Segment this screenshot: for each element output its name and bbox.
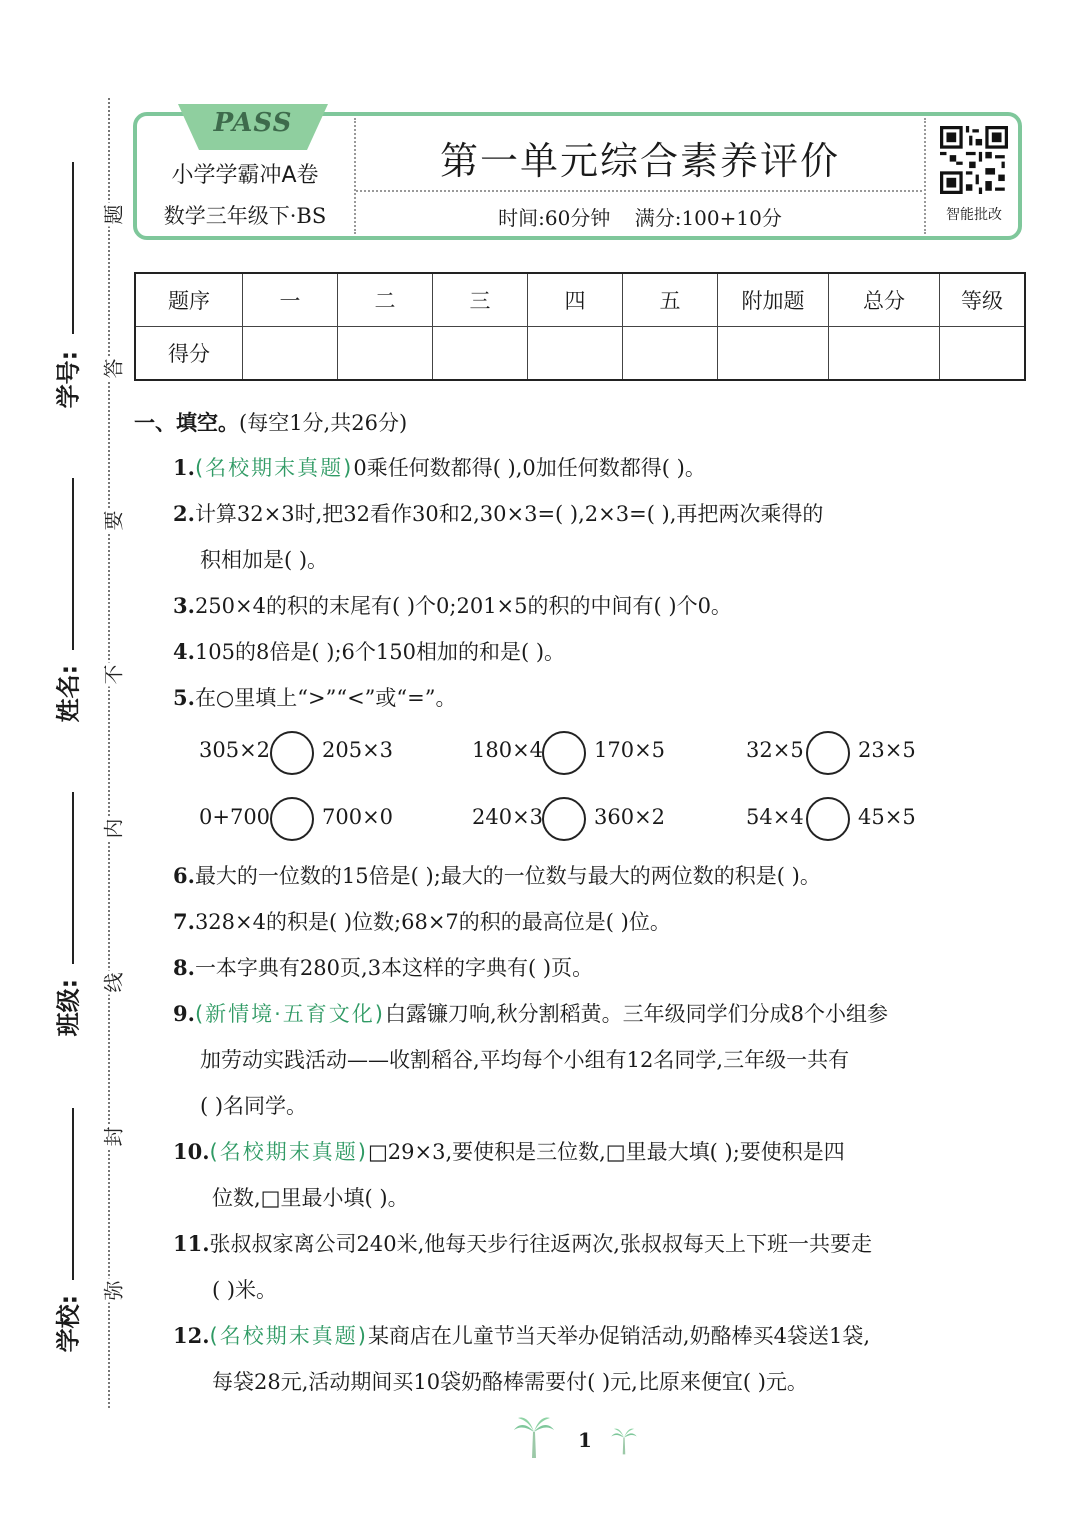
compare-left: 54×4 [746, 805, 804, 829]
question-tag: (名校期末真题) [209, 1324, 368, 1348]
table-cell: 二 [338, 273, 433, 327]
compare-right: 45×5 [858, 805, 916, 829]
question-2 [173, 498, 823, 528]
question-12-line-2: 每袋28元,活动期间买10袋奶酪棒需要付( )元,比原来便宜( )元。 [212, 1370, 808, 1394]
binding-dotted-line [108, 98, 110, 1408]
school-line[interactable] [72, 1108, 74, 1280]
score-input-cell[interactable] [243, 327, 338, 381]
table-cell: 总分 [829, 273, 940, 327]
name-label: 姓名: [54, 664, 83, 723]
question-text: 白露镰刀响,秋分割稻黄。三年级同学们分成8个小组参 [385, 1002, 889, 1026]
question-text: 某商店在儿童节当天举办促销活动,奶酪棒买4袋送1袋, [367, 1324, 871, 1348]
class-line[interactable] [72, 792, 74, 964]
section-heading [134, 407, 407, 437]
compare-right: 23×5 [858, 738, 916, 762]
compare-left: 180×4 [472, 738, 544, 762]
question-11-line-2: ( )米。 [212, 1278, 278, 1302]
question-number: 12. [173, 1323, 210, 1348]
compare-right: 360×2 [594, 805, 666, 829]
section-note: (每空1分,共26分) [239, 411, 408, 435]
compare-circle[interactable] [542, 797, 586, 841]
compare-left: 32×5 [746, 738, 804, 762]
score-table [134, 272, 1026, 381]
score-value-row [135, 327, 1025, 381]
question-text: 328×4的积是( )位数;68×7的积的最高位是( )位。 [194, 910, 671, 934]
question-text: 250×4的积的末尾有( )个0;201×5的积的中间有( )个0。 [194, 594, 732, 618]
time-info: 时间:60分钟 满分:100+10分 [498, 206, 782, 230]
header-divider [354, 118, 356, 234]
score-input-cell[interactable] [433, 327, 528, 381]
question-number: 11. [173, 1231, 210, 1256]
qr-label: 智能批改 [946, 207, 1002, 223]
question-number: 7. [173, 909, 195, 934]
question-number: 9. [173, 1001, 195, 1026]
question-7 [173, 906, 671, 936]
question-9 [173, 998, 888, 1028]
table-cell: 四 [528, 273, 623, 327]
question-3 [173, 590, 732, 620]
score-input-cell[interactable] [338, 327, 433, 381]
seal-char: 封 [98, 1125, 127, 1149]
page-title: 第一单元综合素养评价 [439, 139, 840, 183]
table-cell: 题序 [135, 273, 243, 327]
header-divider [356, 190, 922, 192]
class-label: 班级: [54, 978, 83, 1037]
question-8 [173, 952, 593, 982]
question-number: 2. [173, 501, 195, 526]
compare-circle[interactable] [270, 797, 314, 841]
question-5 [173, 682, 456, 712]
score-input-cell[interactable] [829, 327, 940, 381]
question-text: 在○里填上“>”“<”或“=”。 [194, 686, 457, 710]
header-divider [924, 118, 926, 234]
question-12 [173, 1320, 870, 1350]
seal-char: 要 [98, 509, 127, 533]
score-input-cell[interactable] [718, 327, 829, 381]
score-input-cell[interactable] [528, 327, 623, 381]
compare-right: 170×5 [594, 738, 666, 762]
question-11 [173, 1228, 872, 1258]
question-10 [173, 1136, 845, 1166]
score-input-cell[interactable] [623, 327, 718, 381]
seal-char: 题 [98, 203, 127, 227]
question-text: 张叔叔家离公司240米,他每天步行往返两次,张叔叔每天上下班一共要走 [209, 1232, 872, 1256]
score-header-row [135, 273, 1025, 327]
compare-circle[interactable] [806, 797, 850, 841]
compare-circle[interactable] [270, 731, 314, 775]
table-cell: 得分 [135, 327, 243, 381]
compare-left: 305×2 [199, 738, 271, 762]
question-4 [173, 636, 565, 666]
question-tag: (新情境·五育文化) [194, 1002, 385, 1026]
question-text: 计算32×3时,把32看作30和2,30×3=( ),2×3=( ),再把两次乘得的 [194, 502, 824, 526]
seal-char: 不 [98, 663, 127, 687]
question-1 [173, 452, 706, 482]
page-number: 1 [578, 1428, 592, 1452]
compare-left: 0+700 [199, 805, 271, 829]
question-text: 最大的一位数的15倍是( );最大的一位数与最大的两位数的积是( )。 [194, 864, 821, 888]
student-id-label: 学号: [54, 350, 83, 409]
question-9-line-3: ( )名同学。 [200, 1094, 308, 1118]
question-text: 0乘任何数都得( ),0加任何数都得( )。 [353, 456, 706, 480]
seal-char: 线 [98, 971, 127, 995]
seal-char: 弥 [98, 1279, 127, 1303]
table-cell: 五 [623, 273, 718, 327]
question-10-line-2: 位数,□里最小填( )。 [212, 1186, 409, 1210]
table-cell: 一 [243, 273, 338, 327]
school-label: 学校: [54, 1294, 83, 1353]
name-line[interactable] [72, 478, 74, 650]
question-tag: (名校期末真题) [194, 456, 354, 480]
question-number: 6. [173, 863, 195, 888]
student-id-line[interactable] [72, 162, 74, 334]
score-input-cell[interactable] [940, 327, 1026, 381]
seal-char: 内 [98, 817, 127, 841]
book-name: 数学三年级下·BS [163, 204, 327, 228]
palm-tree-icon [512, 1414, 556, 1460]
table-cell: 三 [433, 273, 528, 327]
series-name: 小学学霸冲A卷 [171, 163, 319, 188]
compare-left: 240×3 [472, 805, 544, 829]
qr-code-icon[interactable] [940, 126, 1008, 194]
question-text: 105的8倍是( );6个150相加的和是( )。 [194, 640, 566, 664]
table-cell: 附加题 [718, 273, 829, 327]
question-number: 1. [173, 455, 195, 480]
pass-logo: PASS [213, 108, 293, 138]
question-number: 3. [173, 593, 195, 618]
palm-tree-icon [610, 1426, 638, 1456]
question-number: 5. [173, 685, 195, 710]
question-6 [173, 860, 821, 890]
question-number: 4. [173, 639, 195, 664]
question-number: 8. [173, 955, 195, 980]
question-text: □29×3,要使积是三位数,□里最大填( );要使积是四 [367, 1140, 845, 1164]
compare-circle[interactable] [542, 731, 586, 775]
question-tag: (名校期末真题) [209, 1140, 368, 1164]
compare-right: 205×3 [322, 738, 394, 762]
question-2-line-2: 积相加是( )。 [200, 548, 329, 572]
section-title: 一、填空。 [134, 411, 239, 435]
seal-char: 答 [98, 357, 127, 381]
question-9-line-2: 加劳动实践活动——收割稻谷,平均每个小组有12名同学,三年级一共有 [200, 1048, 850, 1072]
compare-circle[interactable] [806, 731, 850, 775]
question-number: 10. [173, 1139, 210, 1164]
table-cell: 等级 [940, 273, 1026, 327]
compare-right: 700×0 [322, 805, 394, 829]
question-text: 一本字典有280页,3本这样的字典有( )页。 [194, 956, 594, 980]
